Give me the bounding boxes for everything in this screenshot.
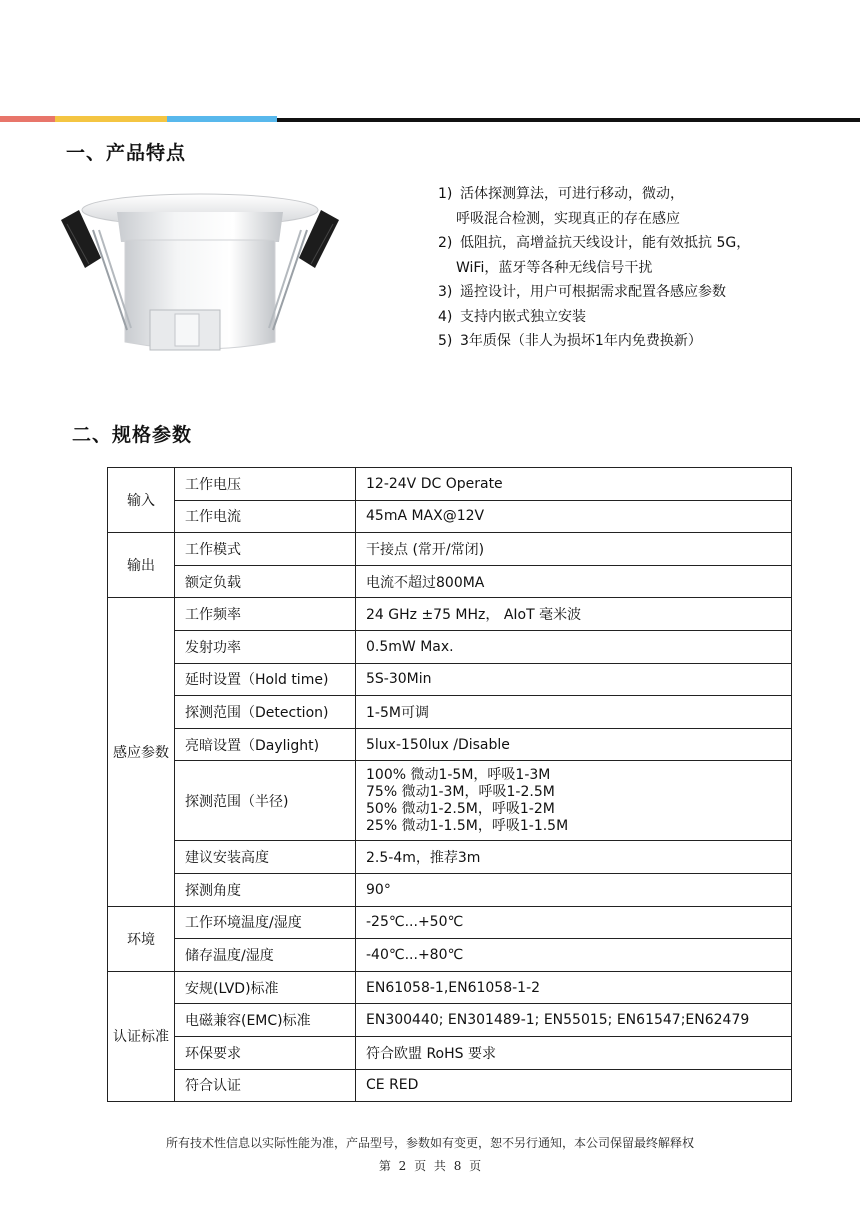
feature-number: 5) (438, 333, 453, 349)
spec-value: 5S-30Min (356, 663, 792, 696)
spec-item: 电磁兼容(EMC)标准 (175, 1004, 356, 1037)
table-row (108, 630, 792, 663)
category-sensing: 感应参数 (108, 598, 175, 906)
range-line: 75% 微动1-3M，呼吸1-2.5M (366, 783, 555, 800)
spec-value: 45mA MAX@12V (356, 500, 792, 533)
feature-text: 活体探测算法，可进行移动，微动， (460, 186, 684, 202)
spec-value: 0.5mW Max. (356, 630, 792, 663)
feature-item (438, 305, 750, 330)
spec-value: -40℃...+80℃ (356, 939, 792, 972)
table-row (108, 761, 792, 841)
category-certification: 认证标准 (108, 971, 175, 1101)
feature-item (438, 280, 750, 305)
product-image (55, 180, 345, 360)
spec-item: 工作电压 (175, 468, 356, 501)
table-row (108, 696, 792, 729)
feature-text: 低阻抗，高增益抗天线设计，能有效抵抗 5G， (460, 235, 751, 251)
table-row (108, 533, 792, 566)
stripe-rule (277, 118, 860, 122)
category-environment: 环境 (108, 906, 175, 971)
spec-item: 工作频率 (175, 598, 356, 631)
spec-value: 90° (356, 873, 792, 906)
feature-text-cont: WiFi，蓝牙等各种无线信号干扰 (456, 259, 653, 276)
table-row (108, 1069, 792, 1102)
range-line: 25% 微动1-1.5M，呼吸1-1.5M (366, 817, 569, 834)
feature-item (438, 329, 750, 354)
table-row (108, 468, 792, 501)
spec-item: 环保要求 (175, 1036, 356, 1069)
spec-value: EN300440; EN301489-1; EN55015; EN61547;EN62479 (356, 1004, 792, 1037)
stripe-blue (167, 116, 277, 122)
feature-text-cont: 呼吸混合检测，实现真正的存在感应 (456, 210, 680, 227)
spec-value: 电流不超过800MA (356, 565, 792, 598)
feature-text: 3年质保（非人为损坏1年内免费换新） (460, 333, 702, 349)
feature-text: 支持内嵌式独立安装 (460, 308, 586, 325)
spec-value: 5lux-150lux /Disable (356, 728, 792, 761)
feature-number: 1) (438, 186, 453, 202)
table-row (108, 728, 792, 761)
spec-value: 干接点 (常开/常闭) (356, 533, 792, 566)
table-row (108, 939, 792, 972)
spec-item: 工作模式 (175, 533, 356, 566)
header-stripe (0, 116, 860, 124)
spec-value: 24 GHz ±75 MHz， AIoT 毫米波 (356, 598, 792, 631)
feature-number: 2) (438, 235, 453, 251)
spec-item: 符合认证 (175, 1069, 356, 1102)
spec-item: 发射功率 (175, 630, 356, 663)
feature-item (438, 231, 750, 280)
feature-list (438, 182, 750, 354)
spec-item: 亮暗设置（Daylight) (175, 728, 356, 761)
footer-disclaimer: 所有技术性信息以实际性能为准，产品型号，参数如有变更，恕不另行通知，本公司保留最终解释权 (165, 1136, 694, 1150)
spec-item: 额定负载 (175, 565, 356, 598)
stripe-red (0, 116, 55, 122)
spec-item: 延时设置（Hold time) (175, 663, 356, 696)
table-row (108, 500, 792, 533)
spec-value-range (356, 761, 792, 841)
table-row (108, 841, 792, 874)
stripe-yellow (55, 116, 167, 122)
spec-item: 建议安装高度 (175, 841, 356, 874)
table-row (108, 598, 792, 631)
spec-item: 探测范围（Detection) (175, 696, 356, 729)
table-row (108, 1004, 792, 1037)
table-row (108, 663, 792, 696)
range-line: 100% 微动1-5M，呼吸1-3M (366, 766, 551, 783)
table-row (108, 873, 792, 906)
spec-item: 探测角度 (175, 873, 356, 906)
table-row (108, 565, 792, 598)
spec-table (107, 467, 792, 1102)
spec-item: 探测范围（半径) (175, 761, 356, 841)
feature-number: 3) (438, 284, 453, 300)
spec-item: 工作电流 (175, 500, 356, 533)
spec-value: -25℃...+50℃ (356, 906, 792, 939)
spec-value: 12-24V DC Operate (356, 468, 792, 501)
spec-value: 2.5-4m，推荐3m (356, 841, 792, 874)
feature-text: 遥控设计，用户可根据需求配置各感应参数 (460, 284, 726, 300)
feature-item (438, 182, 750, 231)
spec-value: CE RED (356, 1069, 792, 1102)
section-title-features: 一、产品特点 (66, 142, 187, 164)
section-title-specs: 二、规格参数 (72, 424, 193, 446)
feature-number: 4) (438, 308, 453, 325)
category-input: 输入 (108, 468, 175, 533)
spec-item: 工作环境温度/湿度 (175, 906, 356, 939)
category-output: 输出 (108, 533, 175, 598)
spec-item: 储存温度/湿度 (175, 939, 356, 972)
spec-value: 1-5M可调 (356, 696, 792, 729)
spec-value: 符合欧盟 RoHS 要求 (356, 1036, 792, 1069)
spec-value: EN61058-1,EN61058-1-2 (356, 971, 792, 1004)
table-row (108, 1036, 792, 1069)
table-row (108, 906, 792, 939)
table-row (108, 971, 792, 1004)
spec-item: 安规(LVD)标准 (175, 971, 356, 1004)
page-number: 第 2 页 共 8 页 (378, 1159, 482, 1173)
range-line: 50% 微动1-2.5M，呼吸1-2M (366, 800, 555, 817)
